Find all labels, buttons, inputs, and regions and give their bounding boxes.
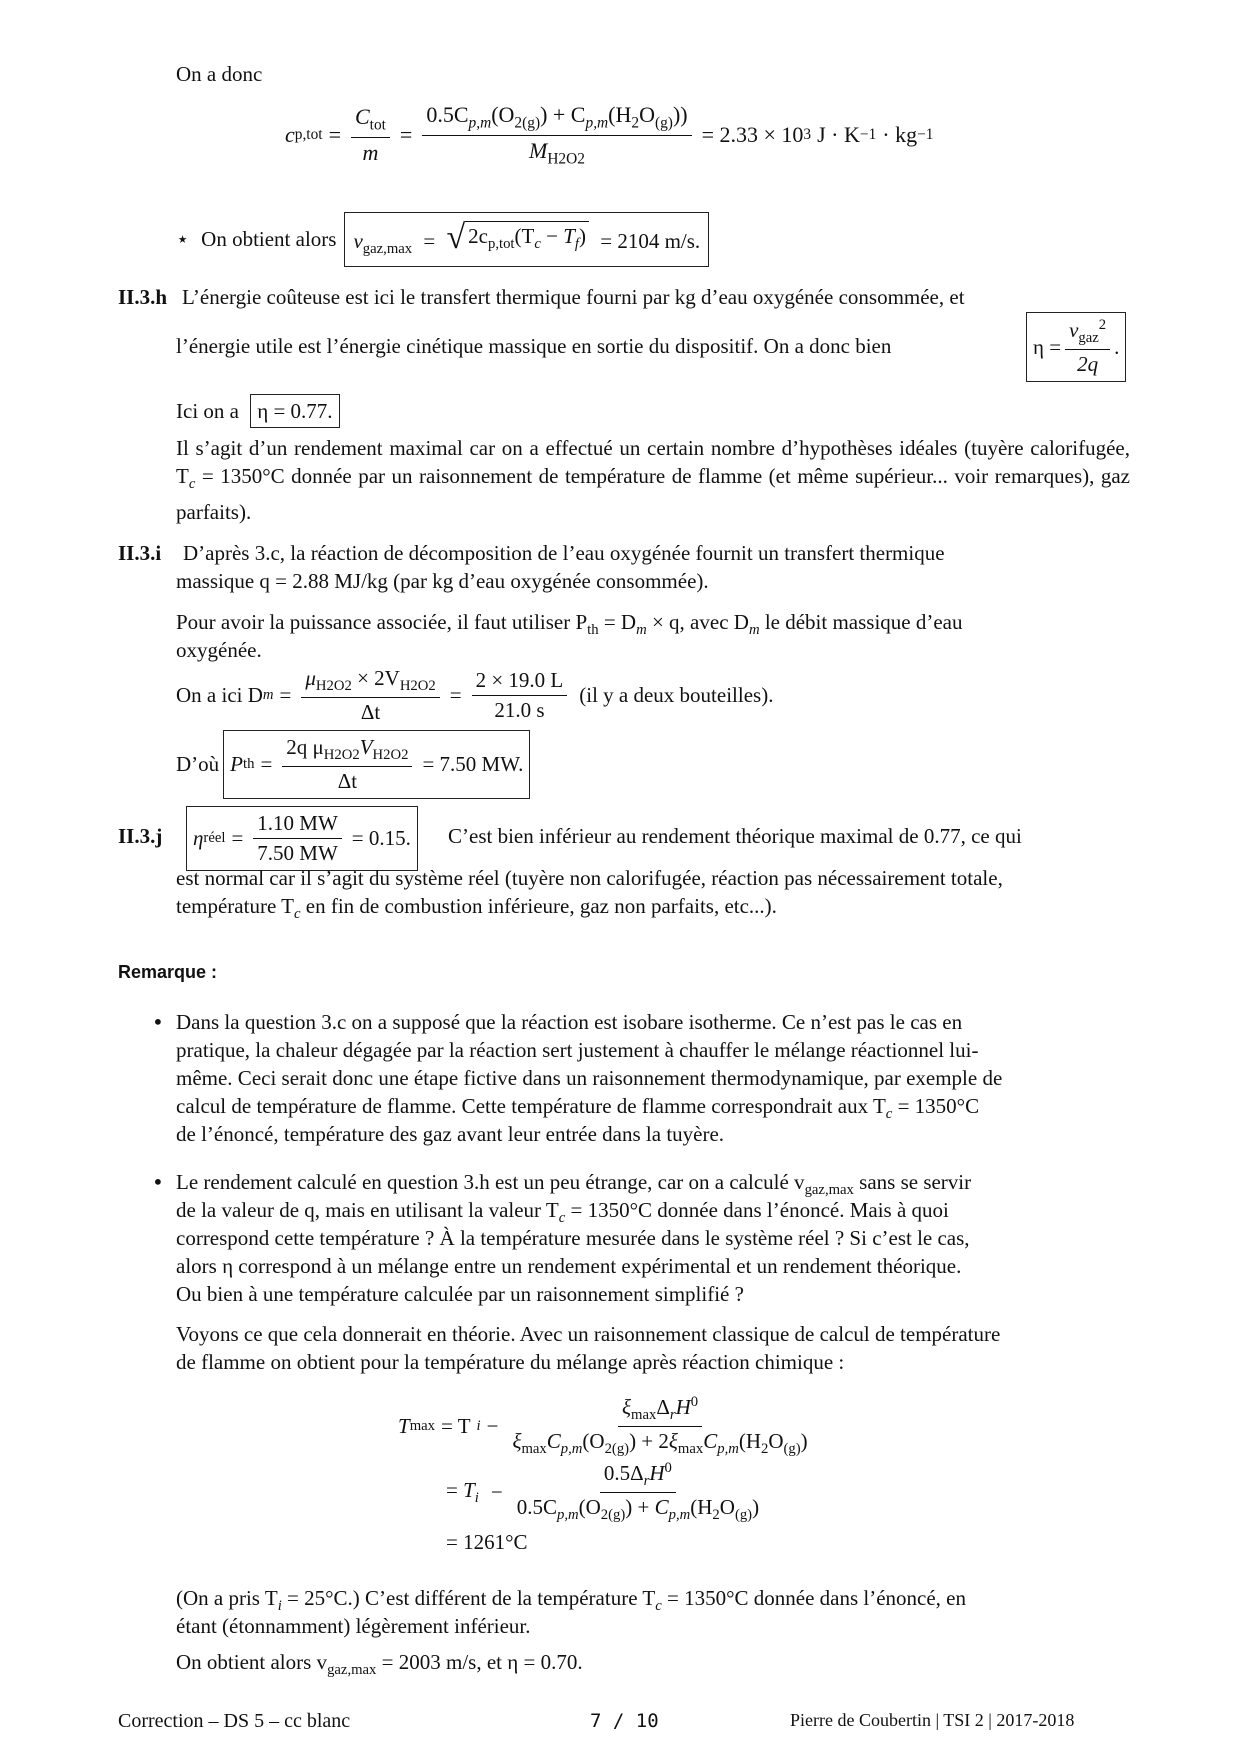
dm-den: Δt bbox=[360, 700, 381, 725]
eq-cp-result: = 2.33 × 10 bbox=[701, 122, 804, 147]
q3h-paragraph bbox=[176, 434, 1130, 526]
b2-line2-a: de la valeur de q, mais en utilisant la valeur T bbox=[176, 1198, 559, 1222]
q3i-line2: massique q = 2.88 MJ/kg (par kg d’eau oxygénée consommée). bbox=[176, 569, 709, 593]
eta-eq: η = bbox=[1033, 334, 1062, 359]
closing-l1-b: = 25°C.) C’est différent de la température T bbox=[281, 1586, 656, 1610]
q3h-para-a: Il s’agit d’un rendement maximal car on a effectué un certain nombre d’hypothèses idéales (tuyère calorifugée, T bbox=[176, 436, 1130, 488]
vgaz-result: = 2104 m/s. bbox=[600, 229, 701, 253]
sqrt-content: 2c bbox=[468, 224, 488, 248]
b1-line5: de l’énoncé, température des gaz avant leur entrée dans la tuyère. bbox=[176, 1122, 725, 1146]
dm-num-mu: μ bbox=[305, 666, 316, 690]
sqrt-rest: (T bbox=[514, 224, 535, 248]
eq-cp-units: J · K bbox=[817, 122, 860, 147]
closing-l1-c: = 1350°C donnée dans l’énoncé, en bbox=[661, 1586, 966, 1610]
equation-tmax-2: = $T_i$ − $\frac{0.5\Delta_rH^0}{0.5C_{p,m}(O_{2(g)}) + C_{p,m}(H_2O_{(g)})}$ bbox=[446, 1460, 767, 1524]
eq-cp-lhs: c bbox=[285, 122, 295, 147]
star-line bbox=[176, 212, 709, 267]
q3i-line3-a: Pour avoir la puissance associée, il faut utiliser P bbox=[176, 610, 588, 634]
boxed-eta-reel: η réel = $\frac{1.10 MW}{7.50 MW}$ = 0.15. bbox=[186, 806, 418, 871]
q3i-line1: D’après 3.c, la réaction de décomposition de l’eau oxygénée fournit un transfert thermique bbox=[183, 541, 945, 565]
fraction-ctot-m bbox=[351, 104, 390, 165]
q3j-line3-sub: c bbox=[293, 906, 301, 923]
equation-pth bbox=[176, 730, 530, 799]
b2-line4: alors η correspond à un mélange entre un rendement expérimental et un rendement théorique. bbox=[176, 1254, 962, 1278]
footer-right: Pierre de Coubertin | TSI 2 | 2017-2018 bbox=[790, 1710, 1075, 1730]
footer-left: Correction – DS 5 – cc blanc bbox=[118, 1710, 351, 1732]
eta-reel-sub: réel bbox=[203, 830, 226, 846]
b2-p2-line2: de flamme on obtient pour la température du mélange après réaction chimique : bbox=[176, 1350, 845, 1374]
q3i-line3-b: = D bbox=[598, 610, 637, 634]
frac-mix-num-a: 0.5C bbox=[426, 102, 469, 128]
q3i-line4: oxygénée. bbox=[176, 638, 262, 662]
tmax-eq1-num: ξ bbox=[622, 1395, 632, 1419]
boxed-eta-definition: η = $\frac{v_{gaz}^2}{2q}$ . bbox=[1026, 312, 1126, 382]
eta-reel-den: 7.50 MW bbox=[257, 841, 338, 865]
tmax-eq2-den: 0.5C bbox=[516, 1495, 557, 1520]
q3h-ici-line bbox=[176, 394, 340, 428]
pth-num: 2q μ bbox=[286, 735, 324, 759]
fraction-tmax-2: $\frac{0.5\Delta_rH^0}{0.5C_{p,m}(O_{2(g)}) + C_{p,m}(H_2O_{(g)})}$ bbox=[516, 1460, 760, 1524]
b2-line1-b: sans se servir bbox=[853, 1170, 972, 1194]
frac-ctot-num: C bbox=[354, 104, 370, 130]
eta-num-sub: gaz bbox=[1078, 330, 1099, 347]
q3h-line1: L’énergie coûteuse est ici le transfert thermique fourni par kg d’eau oxygénée consommée, et bbox=[182, 285, 965, 309]
q3i-line3-c: × q, avec D bbox=[646, 610, 749, 634]
closing-l3-a: On obtient alors v bbox=[176, 1650, 328, 1674]
eta-num: v bbox=[1069, 318, 1079, 342]
bullet-icon: • bbox=[152, 1010, 164, 1034]
q3i-line3-sub: th bbox=[587, 622, 599, 639]
closing-line3 bbox=[176, 1648, 583, 1684]
eq-cp-lhs-sub: p,tot bbox=[294, 126, 323, 143]
label-q3h: II.3.h bbox=[118, 285, 168, 309]
b1-line4-a: calcul de température de flamme. Cette température de flamme correspondrait aux T bbox=[176, 1094, 886, 1118]
b1-line2: pratique, la chaleur dégagée par la réaction sert justement à chauffer le mélange réactionnel lui- bbox=[176, 1038, 979, 1062]
pth-var-sub: th bbox=[243, 756, 255, 773]
ici-text: Ici on a bbox=[176, 399, 239, 423]
boxed-vgazmax-result: $v_{gaz,max}$ = √ $2c_{p,tot}(T_c - T_f)$ = 2104 m/s. bbox=[344, 212, 709, 267]
b2-line2-b: = 1350°C donnée dans l’énoncé. Mais à quoi bbox=[565, 1198, 949, 1222]
tmax-eq1-num-rest: Δ bbox=[656, 1395, 670, 1419]
footer-page-number: 7 / 10 bbox=[590, 1710, 659, 1732]
q3j-line1: C’est bien inférieur au rendement théorique maximal de 0.77, ce qui bbox=[448, 824, 1022, 848]
q3j-line3-b: en fin de combustion inférieure, gaz non parfaits, etc...). bbox=[300, 894, 777, 918]
fraction-tmax-1: $\frac{\xi_{max}\Delta_rH^0}{\xi_{max}C_{p,m}(O_{2(g)}) + 2\xi_{max}C_{p,m}(H_2O_{(g)})}$ bbox=[512, 1394, 808, 1458]
eta-den: 2q bbox=[1077, 352, 1099, 377]
pth-var: P bbox=[230, 752, 243, 777]
dm2-num: 2 × 19.0 L bbox=[472, 668, 568, 696]
b1-line3: même. Ceci serait donc une étape fictive dans un raisonnement thermodynamique, par exemple de bbox=[176, 1066, 1003, 1090]
fraction-cp-mixture: $\frac{0.5C_{p,m}(O_{2(g)}) + C_{p,m}(H_2O_{(g)}))}{M_{H2O2}}$ bbox=[422, 102, 691, 168]
bullet-icon: • bbox=[152, 1170, 164, 1194]
tmax-eq1-den: ξ bbox=[512, 1429, 522, 1454]
sqrt-sub: p,tot bbox=[487, 236, 515, 253]
dm-num-mid: × 2V bbox=[357, 666, 400, 690]
b1-line4-sub: c bbox=[885, 1106, 893, 1123]
equation-cp-tot: c p,tot = $\frac{C_{tot}}{m}$ = $\frac{0.5C_{p,m}(O_{2(g)}) + C_{p,m}(H_2O_{(g)}))}{M_{H2O2}}$ = 2.33 × 10 3 J · K −1 · kg −1 bbox=[285, 102, 934, 167]
tmax-lhs: T bbox=[398, 1413, 410, 1438]
pth-lead: D’où bbox=[176, 752, 220, 777]
remarque-title: Remarque : bbox=[118, 962, 218, 982]
closing-l3-sub: gaz,max bbox=[327, 1662, 377, 1679]
frac-mix-num-c: ) + C bbox=[540, 102, 586, 128]
boxed-eta-value: η = 0.77. bbox=[250, 394, 339, 428]
sqrt-expression: √ $2c_{p,tot}(T_c - T_f)$ bbox=[446, 221, 589, 255]
b2-line1-a: Le rendement calculé en question 3.h est un peu étrange, car on a calculé v bbox=[176, 1170, 805, 1194]
frac-mix-den-sub: H2O2 bbox=[547, 149, 585, 167]
pth-result: = 7.50 MW. bbox=[422, 752, 524, 777]
b2-line5: Ou bien à une température calculée par un raisonnement simplifié ? bbox=[176, 1282, 744, 1306]
closing-line2: étant (étonnamment) légèrement inférieur. bbox=[176, 1614, 531, 1638]
eta-reel-result: = 0.15. bbox=[351, 826, 411, 850]
b2-line3: correspond cette température ? À la température mesurée dans le système réel ? Si c’est le cas, bbox=[176, 1226, 970, 1250]
closing-l3-b: = 2003 m/s, et η = 0.70. bbox=[376, 1650, 583, 1674]
frac-mix-num-d: (H bbox=[608, 102, 632, 128]
dm2-den: 21.0 s bbox=[494, 698, 545, 723]
q3i-line3-d: le débit massique d’eau bbox=[759, 610, 963, 634]
q3j-line3-a: température T bbox=[176, 894, 294, 918]
label-q3j: II.3.j bbox=[118, 824, 163, 848]
q3i-line3-m: m bbox=[636, 622, 647, 639]
dm-note: (il y a deux bouteilles). bbox=[579, 683, 774, 708]
fraction-dm-symbolic: $\frac{\mu_{H2O2} \times 2V_{H2O2}}{\Delta t}$ bbox=[301, 666, 439, 725]
frac-ctot-sub: tot bbox=[369, 116, 386, 134]
eq-cp-units2: · kg bbox=[882, 122, 918, 147]
dm-lead: On a ici D bbox=[176, 683, 263, 708]
star-icon: ⋆ bbox=[176, 227, 190, 252]
q3h-para-b: = 1350°C donnée par un raisonnement de température de flamme (et même supérieur... voir remarques), gaz parfaits). bbox=[176, 464, 1130, 525]
tmax-lhs-sub: max bbox=[409, 1417, 435, 1434]
eq-cp-result-exp: 3 bbox=[803, 126, 812, 143]
vgaz-var-sub: gaz,max bbox=[362, 241, 413, 258]
frac-ctot-den: m bbox=[362, 139, 379, 165]
fraction-dm-numeric bbox=[472, 668, 568, 723]
vgaz-var: v bbox=[353, 229, 363, 253]
eta-num-sup: 2 bbox=[1098, 317, 1107, 333]
q3h-line2: l’énergie utile est l’énergie cinétique massique en sortie du dispositif. On a donc bien bbox=[176, 334, 892, 358]
equation-tmax-1: T max = T i − $\frac{\xi_{max}\Delta_rH^0}{\xi_{max}C_{p,m}(O_{2(g)}) + 2\xi_{max}C_{p,m}(H_2O_{(g)})}$ bbox=[398, 1394, 816, 1458]
frac-mix-num-b: (O bbox=[491, 102, 515, 128]
label-q3i: II.3.i bbox=[118, 541, 162, 565]
b1-line1: Dans la question 3.c on a supposé que la réaction est isobare isotherme. Ce n’est pas le cas en bbox=[176, 1010, 963, 1034]
tmax-eq2-num: 0.5Δ bbox=[603, 1461, 644, 1485]
q3h-para-tc: c bbox=[188, 476, 196, 493]
eq-cp-units2-exp: −1 bbox=[917, 126, 934, 143]
tmax-eq1-lead: = T bbox=[440, 1413, 471, 1438]
equation-eta-reel bbox=[186, 806, 418, 871]
dm-lead-sub: m bbox=[262, 687, 274, 704]
frac-mix-den: M bbox=[528, 137, 548, 163]
b2-line1-sub: gaz,max bbox=[804, 1182, 854, 1199]
star-line-text: On obtient alors bbox=[201, 227, 337, 252]
boxed-pth-result: P th = $\frac{2q \mu_{H2O2}V_{H2O2}}{\Delta t}$ = 7.50 MW. bbox=[223, 730, 530, 799]
equation-tmax-3: = 1261°C bbox=[446, 1530, 528, 1554]
equation-dm: On a ici D m = $\frac{\mu_{H2O2} \times 2V_{H2O2}}{\Delta t}$ = $\frac{2 \times 19.0 L}{21.0 s}$ (il y a deux bouteilles). bbox=[176, 666, 774, 725]
intro-text: On a donc bbox=[176, 62, 263, 86]
b1-line4-b: = 1350°C bbox=[892, 1094, 980, 1118]
closing-l1-sub: i bbox=[277, 1598, 282, 1615]
eta-reel-var: η bbox=[193, 826, 204, 850]
q3j-line2: est normal car il s’agit du système réel (tuyère non calorifugée, réaction pas nécessairement totale, bbox=[176, 866, 1003, 890]
closing-l1-sub2: c bbox=[655, 1598, 662, 1615]
pth-den: Δt bbox=[337, 769, 358, 794]
closing-l1-a: (On a pris T bbox=[176, 1586, 278, 1610]
eta-reel-num: 1.10 MW bbox=[253, 811, 342, 839]
b2-line2-sub: c bbox=[558, 1210, 566, 1227]
b2-p2-line1: Voyons ce que cela donnerait en théorie. Avec un raisonnement classique de calcul de température bbox=[176, 1322, 1001, 1346]
eq-cp-units-exp: −1 bbox=[859, 126, 877, 143]
q3i-line3: Pour avoir la puissance associée, il faut utiliser $P_{th} = D_m \times q$, avec $D_m$ le débit massique d’eau bbox=[176, 610, 963, 639]
dm-num-sub: H2O2 bbox=[315, 678, 352, 695]
q3j-line3 bbox=[176, 892, 777, 928]
